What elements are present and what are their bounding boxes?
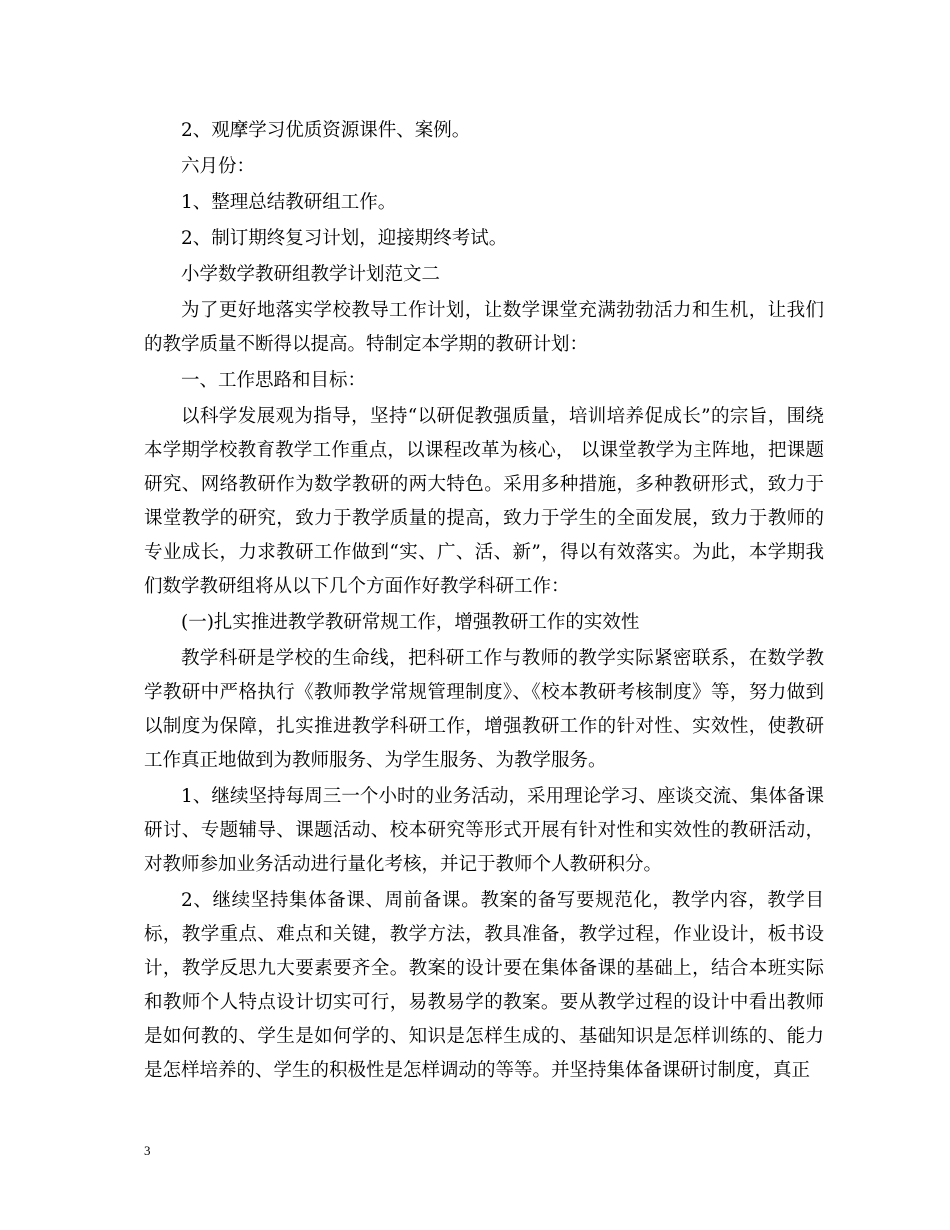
section-heading: 小学数学教研组教学计划范文二 [181, 264, 441, 285]
subheading-routine: (一)扎实推进教学教研常规工作，增强教研工作的实效性 [181, 612, 640, 633]
paragraph-item-2: 2、继续坚持集体备课、周前备课。教案的备写要规范化，教学内容，教学目标，教学重点、难点和关键，教学方法，教具准备，教学过程，作业设计，板书设计，教学反思九大要素要齐全。教案的设计要在集体备课的基础上，结合本班实际和教师个人特点设计切实可行，易教易学的教案。要从教学过程的设计中看出教师是如何教的、学生是如何学的、知识是怎样生成的、基础知识是怎样训练的、能力是怎样培养的、学生的积极性是怎样调动的等等。并坚持集体备课研讨制度，真正 [144, 890, 824, 1081]
paragraph-item-1: 1、继续坚持每周三一个小时的业务活动，采用理论学习、座谈交流、集体备课研讨、专题辅导、课题活动、校本研究等形式开展有针对性和实效性的教研活动，对教师参加业务活动进行量化考核，并记于教师个人教研积分。 [144, 786, 824, 875]
paragraph-4: 2、制订期终复习计划，迎接期终考试。 [181, 228, 508, 249]
paragraph-2: 六月份： [181, 156, 256, 177]
paragraph-routine: 教学科研是学校的生命线，把科研工作与教师的教学实际紧密联系，在数学教学教研中严格执行《教师教学常规管理制度》、《校本教研考核制度》等，努力做到以制度为保障，扎实推进教学科研工作，增强教研工作的针对性、实效性，使教研工作真正地做到为教师服务、为学生服务、为教学服务。 [144, 648, 824, 771]
document-body [144, 114, 824, 1090]
paragraph-goals: 以科学发展观为指导，坚持“以研促教强质量，培训培养促成长”的宗旨，围绕本学期学校教育教学工作重点，以课程改革为核心， 以课堂教学为主阵地，把课题研究、网络教研作为数学教研的两大特色。采用多种措施，多种教研形式，致力于课堂教学的研究，致力于教学质量的提高，致力于学生的全面发展，致力于教师的专业成长，力求教研工作做到“实、广、活、新”，得以有效落实。为此，本学期我们数学教研组将从以下几个方面作好教学科研工作： [144, 406, 824, 597]
page-number: 3 [144, 1143, 151, 1158]
paragraph-1: 2、观摩学习优质资源课件、案例。 [181, 120, 471, 141]
paragraph-3: 1、整理总结教研组工作。 [181, 192, 397, 213]
subheading-goals: 一、工作思路和目标： [181, 370, 367, 391]
paragraph-intro: 为了更好地落实学校教导工作计划，让数学课堂充满勃勃活力和生机，让我们的教学质量不断得以提高。特制定本学期的教研计划： [144, 300, 824, 355]
